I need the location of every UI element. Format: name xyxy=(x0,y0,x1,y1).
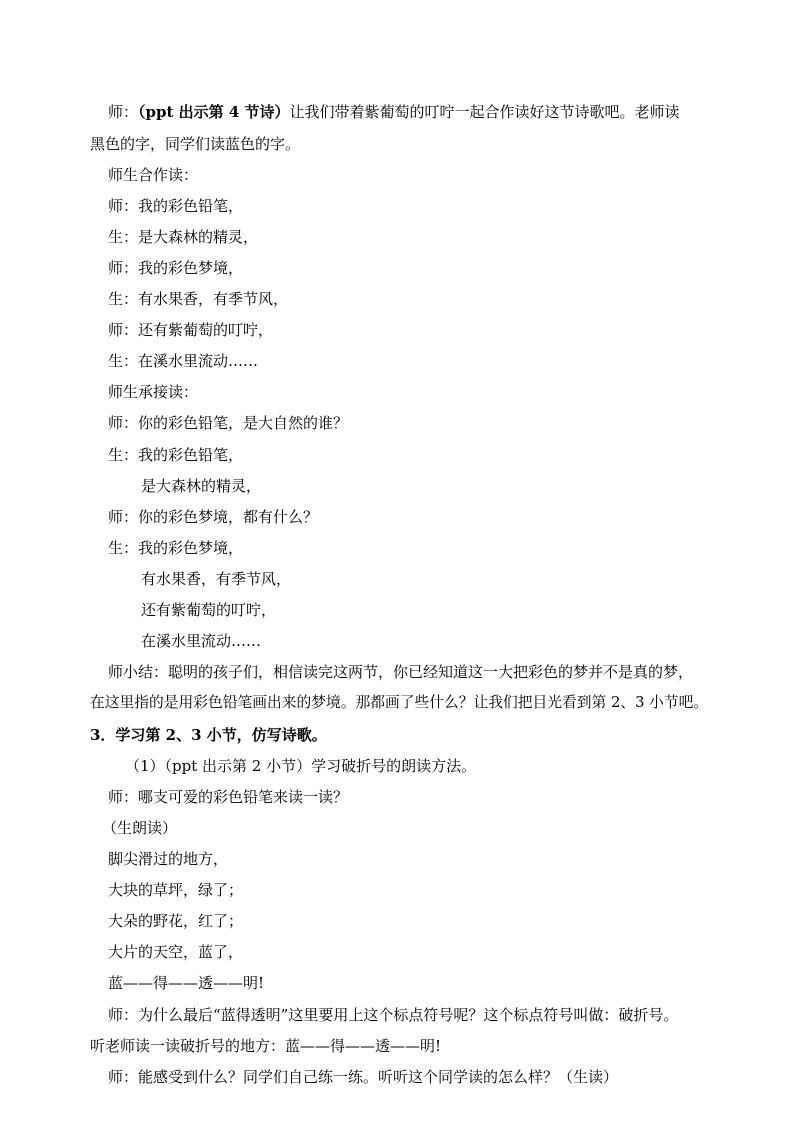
paragraph-line: 师：为什么最后“蓝得透明”这里要用上这个标点符号呢？这个标点符号叫做：破折号。 xyxy=(108,1006,679,1024)
paragraph-line: 在溪水里流动…… xyxy=(141,632,262,650)
paragraph-line: 师：还有紫葡萄的叮咛， xyxy=(108,321,274,339)
line-text: 让我们带着紫葡萄的叮咛一起合作读好这节诗歌吧。老师读 xyxy=(289,103,680,121)
speaker-label: 师： xyxy=(108,103,139,121)
paragraph-line: 在这里指的是用彩色铅笔画出来的梦境。那都画了些什么？让我们把目光看到第 2、3 小节吧。 xyxy=(90,694,709,711)
paragraph-line: 有水果香，有季节风， xyxy=(141,570,292,588)
paragraph-line: 听老师读一读破折号的地方：蓝——得——透——明! xyxy=(90,1037,442,1055)
paragraph-line xyxy=(108,102,680,122)
paragraph-line: 师生合作读： xyxy=(108,166,199,184)
paragraph-line: 黑色的字，同学们读蓝色的字。 xyxy=(90,135,301,153)
poem-line: 脚尖滑过的地方， xyxy=(108,850,229,868)
poem-line: 大片的天空，蓝了， xyxy=(108,943,244,961)
paragraph-line: 师：你的彩色梦境，都有什么？ xyxy=(108,508,319,526)
paragraph-line: 生：有水果香，有季节风， xyxy=(108,290,289,308)
paragraph-line: （生朗读） xyxy=(102,819,178,837)
paragraph-line: 师小结：聪明的孩子们，相信读完这两节，你已经知道这一大把彩色的梦并不是真的梦， xyxy=(108,663,694,681)
paragraph-line: （1）（ppt 出示第 2 小节）学习破折号的朗读方法。 xyxy=(125,757,477,775)
paragraph-line: 还有紫葡萄的叮咛， xyxy=(141,601,277,619)
ppt-note: （ppt 出示第 4 节诗） xyxy=(138,103,290,121)
paragraph-line: 师：哪支可爱的彩色铅笔来读一读？ xyxy=(108,788,349,806)
paragraph-line: 生：我的彩色铅笔， xyxy=(108,446,244,464)
paragraph-line: 师：我的彩色铅笔， xyxy=(108,197,244,215)
paragraph-line: 师：能感受到什么？同学们自己练一练。听听这个同学读的怎么样？（生读） xyxy=(108,1068,619,1086)
poem-line: 大朵的野花，红了； xyxy=(108,912,244,930)
paragraph-line: 生：在溪水里流动…… xyxy=(108,352,259,370)
paragraph-line: 是大森林的精灵， xyxy=(141,477,262,495)
paragraph-line: 师：你的彩色铅笔，是大自然的谁？ xyxy=(108,414,349,432)
paragraph-line: 生：我的彩色梦境， xyxy=(108,539,244,557)
poem-line: 蓝——得——透——明! xyxy=(108,974,265,992)
paragraph-line: 师生承接读： xyxy=(108,383,199,401)
paragraph-line: 生：是大森林的精灵， xyxy=(108,228,259,246)
paragraph-line: 师：我的彩色梦境， xyxy=(108,259,244,277)
section-heading: 3．学习第 2、3 小节，仿写诗歌。 xyxy=(90,726,327,744)
poem-line: 大块的草坪，绿了； xyxy=(108,881,244,899)
